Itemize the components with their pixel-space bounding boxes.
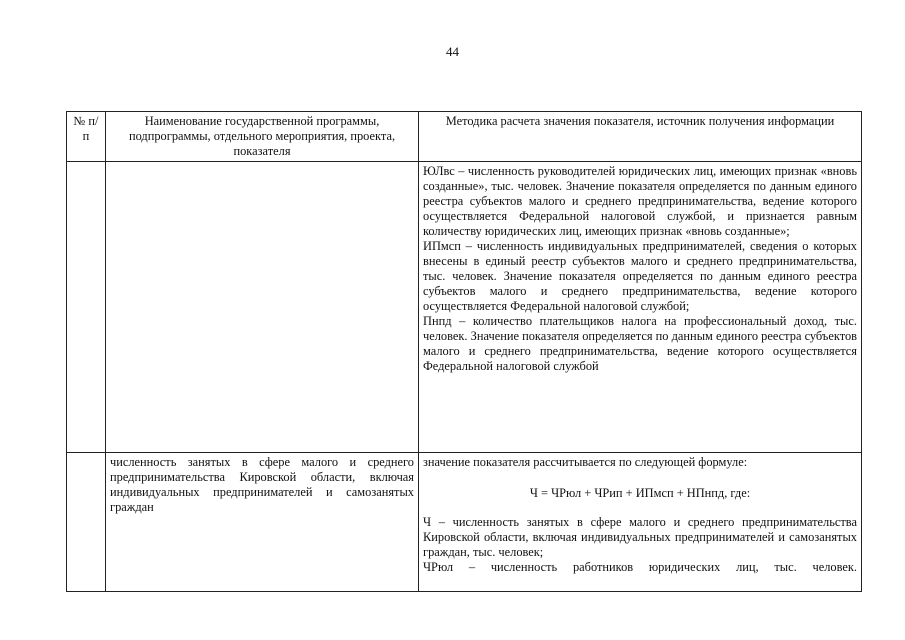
methodology-table [66,111,862,592]
table-row [67,453,862,592]
page-number: 44 [446,44,459,59]
header-number: № п/п [67,112,106,162]
cell-method [419,453,862,592]
cell-number [67,453,106,592]
table-header-row [67,112,862,162]
definition-pnpd: Пнпд – количество плательщиков налога на профессиональный доход, тыс. человек. Значение показателя определяется по данным единого реестра субъектов малого и среднего предпринимательства, ведение которого осуществляется Федеральной налоговой службой [423,314,857,373]
definition-ch: Ч – численность занятых в сфере малого и среднего предпринимательства Кировской области, включая индивидуальных предпринимателей и самозанятых граждан, тыс. человек; [423,515,857,559]
header-method: Методика расчета значения показателя, источник получения информации [419,112,862,162]
header-name: Наименование государственной программы, подпрограммы, отдельного мероприятия, проекта, показателя [106,112,419,162]
cell-indicator-name: численность занятых в сфере малого и среднего предпринимательства Кировской области, включая индивидуальных предпринимателей и самозанятых граждан [106,453,419,592]
definition-ulvs: ЮЛвс – численность руководителей юридических лиц, имеющих признак «вновь созданные», тыс. человек. Значение показателя определяется по данным единого реестра субъектов малого и среднего предпринимательства, ведение которого осуществляется Федеральной налоговой службой, и признается равным количеству юридических лиц, имеющих признак «вновь созданные»; [423,164,857,238]
definition-chryul: ЧРюл – численность работников юридических лиц, тыс. человек. [423,560,857,574]
cell-number [67,162,106,453]
definition-ipmsp: ИПмсп – численность индивидуальных предпринимателей, сведения о которых внесены в единый реестр субъектов малого и среднего предпринимательства, тыс. человек. Значение показателя определяется по данным единого реестра субъектов малого и среднего предпринимательства, ведение которого осуществляется Федеральной налоговой службой; [423,239,857,313]
cell-method [419,162,862,453]
formula: Ч = ЧРюл + ЧРип + ИПмсп + НПнпд, где: [529,486,751,500]
table-row [67,162,862,453]
method-intro: значение показателя рассчитывается по следующей формуле: [423,455,748,469]
cell-name [106,162,419,453]
